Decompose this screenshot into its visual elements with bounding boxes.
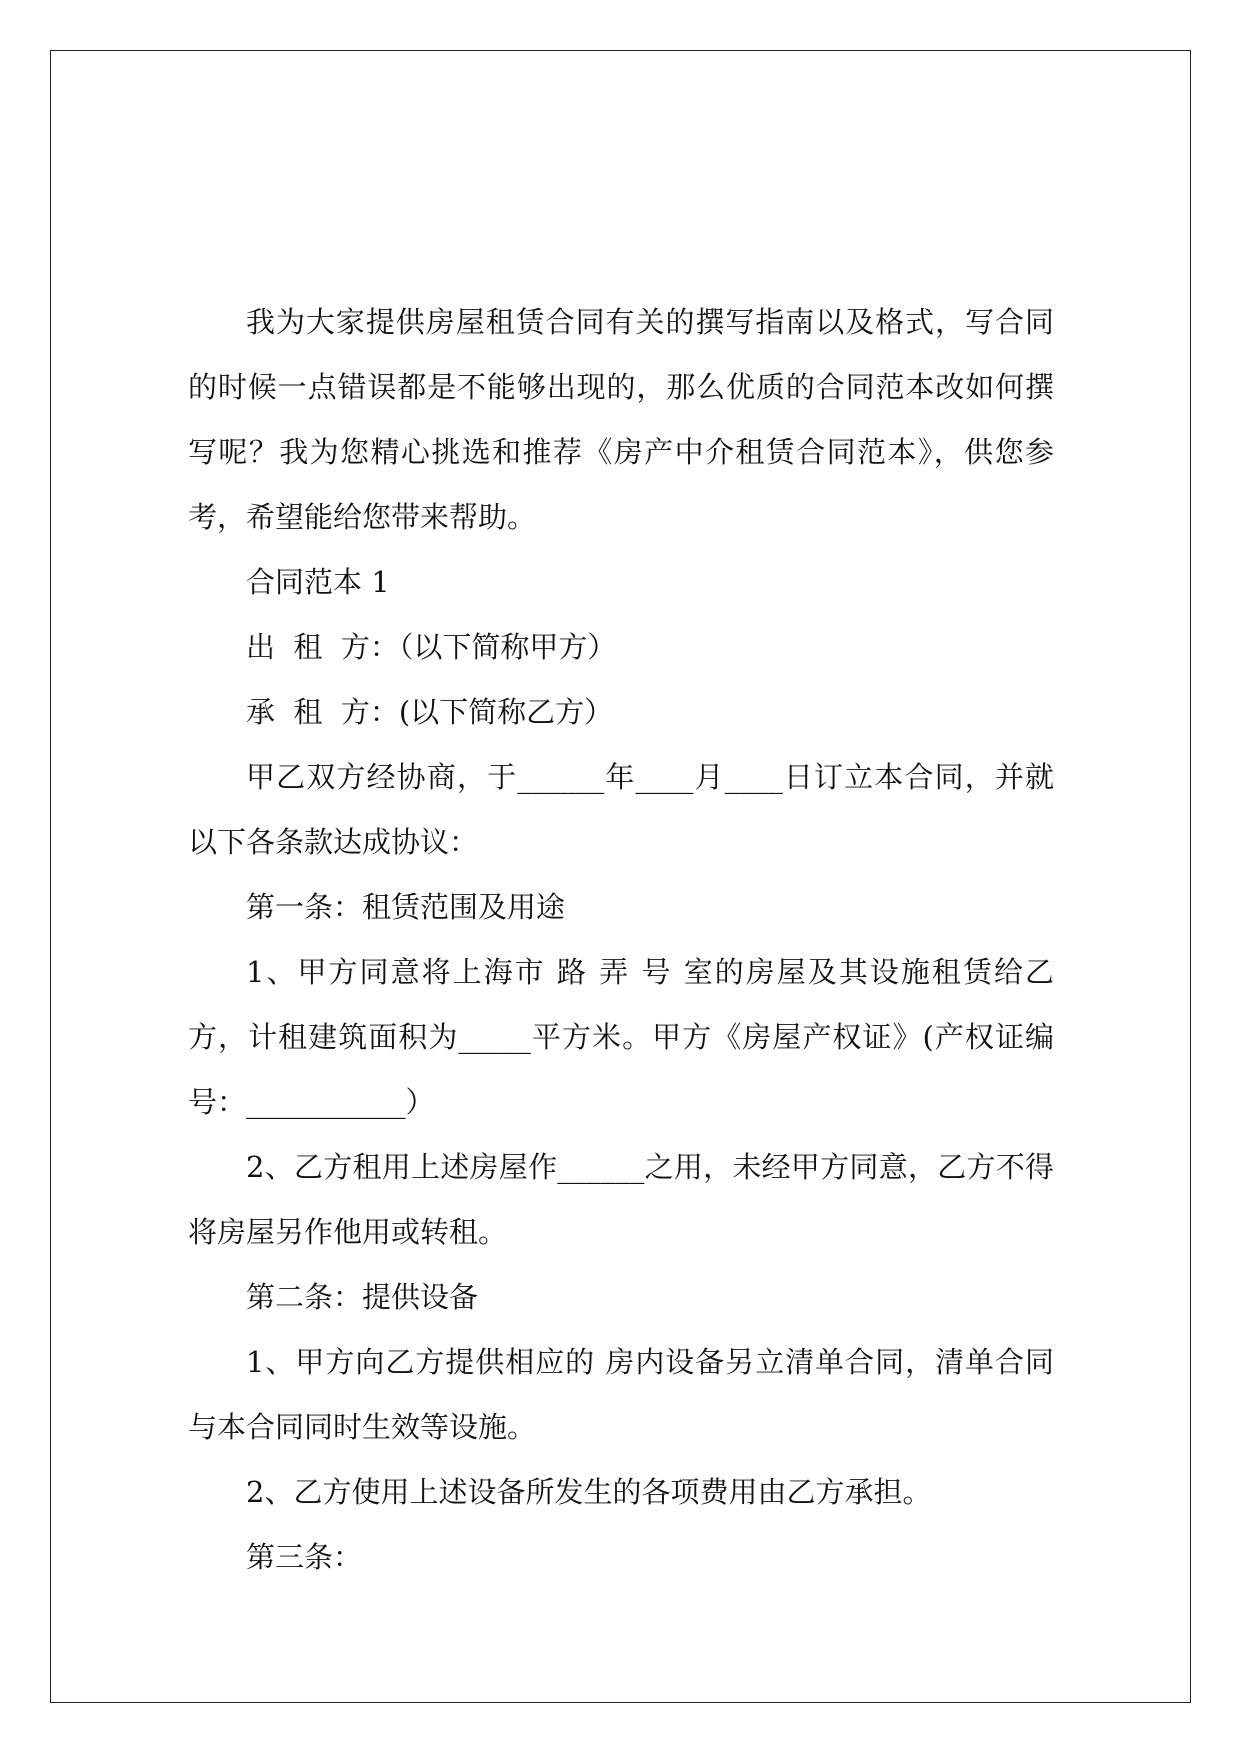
- article-3-heading: 第三条：: [246, 1540, 363, 1574]
- article-2-clause-1: 1、甲方向乙方提供相应的 房内设备另立清单合同，清单合同与本合同同时生效等设施。: [188, 1345, 1054, 1444]
- document-body: [188, 290, 1054, 1590]
- agreement-date-paragraph: 甲乙双方经协商，于______年____月____日订立本合同，并就以下各条款达成协议：: [188, 760, 1054, 859]
- intro-paragraph: 我为大家提供房屋租赁合同有关的撰写指南以及格式，写合同的时候一点错误都是不能够出现的，那么优质的合同范本改如何撰写呢？我为您精心挑选和推荐《房产中介租赁合同范本》，供您参考，希望能给您带来帮助。: [188, 305, 1054, 534]
- lessee-line: 承 租 方：(以下简称乙方）: [246, 695, 614, 729]
- article-2-heading: 第二条：提供设备: [246, 1280, 479, 1314]
- article-1-clause-2: 2、乙方租用上述房屋作______之用，未经甲方同意，乙方不得将房屋另作他用或转租。: [188, 1150, 1054, 1249]
- article-1-clause-1: 1、甲方同意将上海市 路 弄 号 室的房屋及其设施租赁给乙方，计租建筑面积为_____平方米。甲方《房屋产权证》(产权证编号：___________）: [188, 955, 1054, 1119]
- article-2-clause-2: 2、乙方使用上述设备所发生的各项费用由乙方承担。: [246, 1475, 932, 1509]
- article-1-heading: 第一条：租赁范围及用途: [246, 890, 566, 924]
- lessor-line: 出 租 方：（以下简称甲方）: [246, 630, 617, 664]
- contract-sample-title: 合同范本 1: [246, 565, 390, 599]
